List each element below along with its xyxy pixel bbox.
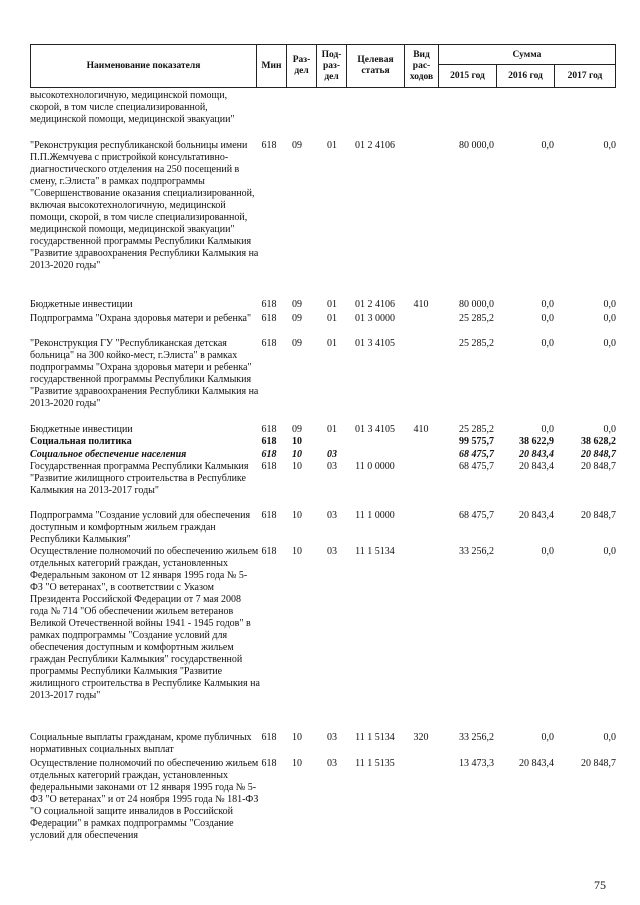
header-min: Мин — [257, 45, 287, 87]
cell-y2017: 38 628,2 — [581, 436, 616, 447]
cell-y2015: 68 475,7 — [459, 510, 494, 521]
cell-y2016: 0,0 — [541, 313, 554, 324]
cell-name: Бюджетные инвестиции — [30, 424, 133, 435]
cell-razdel: 09 — [292, 299, 302, 310]
cell-podrazdel: 03 — [327, 461, 337, 472]
cell-y2017: 0,0 — [603, 313, 616, 324]
cell-cs: 11 1 5134 — [355, 732, 395, 743]
cell-cs: 01 2 4106 — [355, 299, 395, 310]
cell-y2016: 0,0 — [541, 140, 554, 151]
cell-y2015: 68 475,7 — [459, 461, 494, 472]
cell-y2017: 20 848,7 — [581, 510, 616, 521]
cell-razdel: 09 — [292, 338, 302, 349]
cell-cs: 11 1 5134 — [355, 546, 395, 557]
cell-y2015: 68 475,7 — [459, 449, 494, 460]
cell-razdel: 10 — [292, 546, 302, 557]
header-target: Целевая статья — [347, 45, 405, 87]
cell-razdel: 10 — [292, 436, 302, 447]
cell-razdel: 10 — [292, 510, 302, 521]
cell-y2015: 80 000,0 — [459, 140, 494, 151]
cell-min: 618 — [261, 732, 277, 743]
header-y2017: 2017 год — [567, 71, 603, 81]
cell-name: Государственная программа Республики Калмыкия "Развитие жилищного строительства в Республике Калмыкия на 2013-2017 годы" — [30, 461, 249, 496]
cell-cs: 01 3 4105 — [355, 338, 395, 349]
cell-y2015: 25 285,2 — [459, 424, 494, 435]
cell-name: Осуществление полномочий по обеспечению жильем отдельных категорий граждан, установленных Федеральным законом от 12 января 1995 года № 5-ФЗ "О ветеранах", в соответствии с Указом Президента Российской Федерации от 7 мая 2008 года № 714 "Об обеспечении жильем ветеранов Великой Отечественной войны 1941 - 1945 годов" в рамках подпрограммы "Создание условий для обеспечения доступным и комфортным жильем граждан Республики Калмыкия" государственной программы Республики Калмыкия "Развитие жилищного строительства в Республике Калмыкия на 2013-2017 годы" — [30, 546, 260, 701]
cell-y2017: 0,0 — [603, 732, 616, 743]
cell-min: 618 — [261, 758, 277, 769]
cell-min: 618 — [261, 313, 277, 324]
cell-cs: 01 3 0000 — [355, 313, 395, 324]
cell-min: 618 — [261, 510, 277, 521]
cell-podrazdel: 01 — [327, 424, 337, 435]
page-number: 75 — [594, 878, 606, 892]
cell-y2015: 33 256,2 — [459, 732, 494, 743]
cell-y2015: 99 575,7 — [459, 436, 494, 447]
cell-y2016: 20 843,4 — [519, 758, 554, 769]
cell-podrazdel: 03 — [327, 449, 337, 460]
cell-min: 618 — [261, 436, 277, 447]
cell-podrazdel: 03 — [327, 732, 337, 743]
cell-y2017: 20 848,7 — [581, 758, 616, 769]
cell-name: высокотехнологичную, медицинской помощи, скорой, в том числе специализированной, медицинской помощи, медицинской эвакуации" — [30, 90, 235, 125]
cell-y2017: 0,0 — [603, 299, 616, 310]
cell-podrazdel: 03 — [327, 758, 337, 769]
cell-y2016: 20 843,4 — [519, 510, 554, 521]
header-name: Наименование показателя — [31, 45, 257, 87]
header-y2016: 2016 год — [497, 65, 555, 87]
cell-y2017: 0,0 — [603, 338, 616, 349]
cell-min: 618 — [261, 424, 277, 435]
cell-vid: 410 — [413, 299, 429, 310]
cell-y2015: 25 285,2 — [459, 313, 494, 324]
cell-razdel: 10 — [292, 758, 302, 769]
cell-y2017: 0,0 — [603, 140, 616, 151]
cell-razdel: 09 — [292, 140, 302, 151]
header-y2015: 2015 год — [439, 65, 497, 87]
cell-min: 618 — [261, 299, 277, 310]
cell-y2015: 80 000,0 — [459, 299, 494, 310]
cell-name: Социальное обеспечение населения — [30, 449, 187, 460]
cell-podrazdel: 01 — [327, 140, 337, 151]
cell-podrazdel: 03 — [327, 546, 337, 557]
cell-y2016: 0,0 — [541, 338, 554, 349]
cell-y2016: 0,0 — [541, 546, 554, 557]
cell-name: "Реконструкция ГУ "Республиканская детская больница" на 300 койко-мест, г.Элиста" в рамках подпрограммы "Охрана здоровья матери и ребенка" государственной программы Республики Калмыкия "Развитие здравоохранения Республики Калмыкия на 2013-2020 годы" — [30, 338, 259, 409]
cell-podrazdel: 03 — [327, 510, 337, 521]
cell-min: 618 — [261, 338, 277, 349]
cell-name: Социальная политика — [30, 436, 132, 447]
cell-y2015: 13 473,3 — [459, 758, 494, 769]
header-razdel: Раз-дел — [287, 45, 317, 87]
cell-razdel: 10 — [292, 449, 302, 460]
cell-cs: 11 1 0000 — [355, 510, 395, 521]
cell-cs: 11 0 0000 — [355, 461, 395, 472]
cell-podrazdel: 01 — [327, 299, 337, 310]
cell-y2016: 0,0 — [541, 732, 554, 743]
cell-vid: 320 — [413, 732, 429, 743]
cell-y2016: 20 843,4 — [519, 461, 554, 472]
cell-podrazdel: 01 — [327, 313, 337, 324]
cell-y2017: 20 848,7 — [581, 449, 616, 460]
cell-name: Подпрограмма "Создание условий для обеспечения доступным и комфортным жильем граждан Республики Калмыкия" — [30, 510, 251, 545]
header-podrazdel: Под-раз-дел — [317, 45, 347, 87]
cell-y2017: 0,0 — [603, 424, 616, 435]
cell-cs: 01 2 4106 — [355, 140, 395, 151]
header-sum: Сумма — [439, 45, 615, 65]
cell-y2016: 38 622,9 — [519, 436, 554, 447]
cell-razdel: 09 — [292, 313, 302, 324]
cell-y2016: 20 843,4 — [519, 449, 554, 460]
cell-y2016: 0,0 — [541, 424, 554, 435]
cell-podrazdel: 01 — [327, 338, 337, 349]
cell-name: Подпрограмма "Охрана здоровья матери и ребенка" — [30, 313, 252, 324]
cell-y2017: 20 848,7 — [581, 461, 616, 472]
cell-y2015: 33 256,2 — [459, 546, 494, 557]
cell-y2017: 0,0 — [603, 546, 616, 557]
cell-name: Осуществление полномочий по обеспечению жильем отдельных категорий граждан, установленных федеральными законами от 12 января 1995 года № 5-ФЗ "О ветеранах" и от 24 ноября 1995 года № 181-ФЗ "О социальной защите инвалидов в Российской Федерации" в рамках подпрограммы "Создание условий для обеспечения — [30, 758, 259, 841]
cell-min: 618 — [261, 140, 277, 151]
cell-y2016: 0,0 — [541, 299, 554, 310]
cell-cs: 11 1 5135 — [355, 758, 395, 769]
cell-name: "Реконструкция республиканской больницы имени П.П.Жемчуева с пристройкой консультативно-диагностического отделения на 250 посещений в смену, г.Элиста" в рамках подпрограммы "Совершенствование оказания специализированной, включая высокотехнологичную, медицинской помощи, скорой, в том числе специализированной, медицинской помощи, медицинской эвакуации" государственной программы Республики Калмыкия "Развитие здравоохранения Республики Калмыкия на 2013-2020 годы" — [30, 140, 259, 271]
cell-min: 618 — [261, 546, 277, 557]
cell-razdel: 09 — [292, 424, 302, 435]
cell-y2015: 25 285,2 — [459, 338, 494, 349]
cell-cs: 01 3 4105 — [355, 424, 395, 435]
cell-min: 618 — [261, 461, 277, 472]
cell-name: Социальные выплаты гражданам, кроме публичных нормативных социальных выплат — [30, 732, 252, 755]
cell-min: 618 — [261, 449, 277, 460]
cell-razdel: 10 — [292, 461, 302, 472]
header-vid: Вид рас-ходов — [405, 45, 439, 87]
cell-vid: 410 — [413, 424, 429, 435]
cell-razdel: 10 — [292, 732, 302, 743]
cell-name: Бюджетные инвестиции — [30, 299, 133, 310]
